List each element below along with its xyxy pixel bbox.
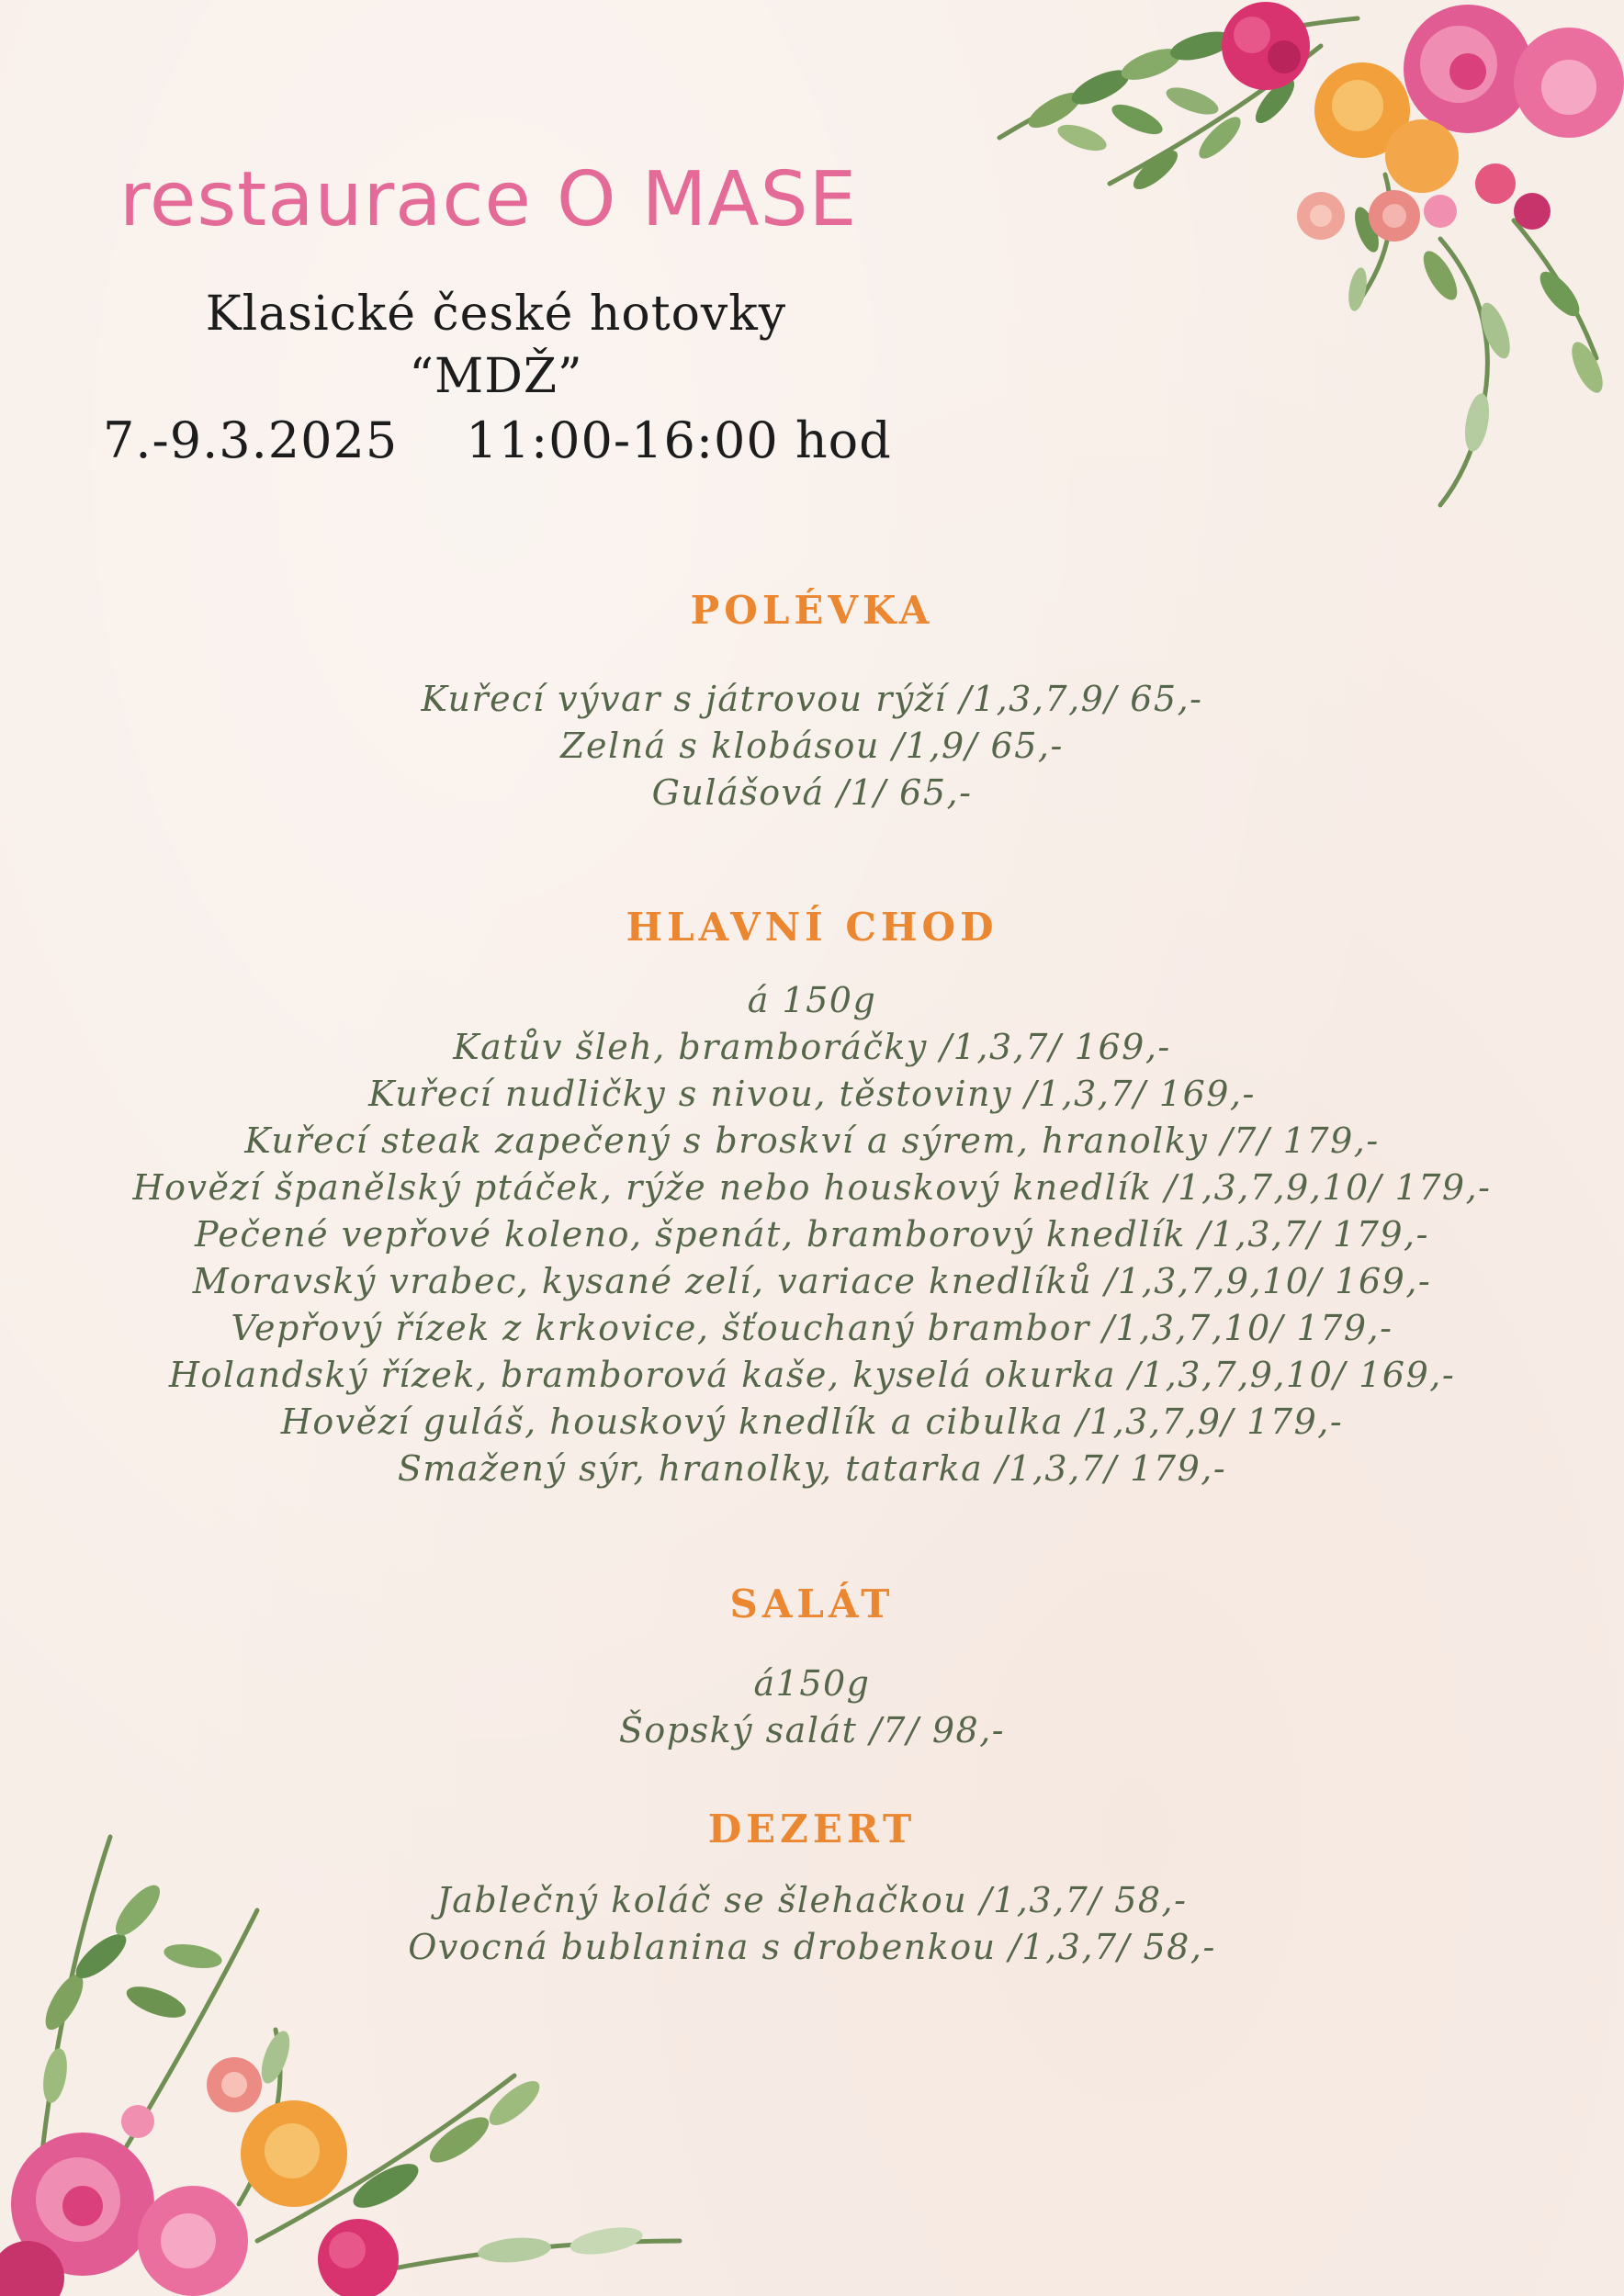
dessert-items [0, 1877, 1624, 1971]
menu-item: Gulášová /1/ 65,- [651, 772, 973, 813]
main-items [0, 977, 1624, 1492]
date-and-hours [103, 411, 892, 469]
restaurant-name: restaurace O MASE [119, 156, 858, 243]
menu-subtitle: Klasické české hotovky [205, 287, 787, 342]
soup-items [0, 676, 1624, 816]
menu-item: Katův šleh, bramboráčky /1,3,7/ 169,- [453, 1027, 1171, 1067]
menu-item: Kuřecí nudličky s nivou, těstoviny /1,3,7/ 169,- [368, 1074, 1256, 1114]
section-title-dessert: DEZERT [707, 1806, 917, 1851]
menu-item: Smažený sýr, hranolky, tatarka /1,3,7/ 179,- [397, 1448, 1227, 1489]
menu-item: Zelná s klobásou /1,9/ 65,- [560, 726, 1064, 766]
opening-hours: 11:00-16:00 hod [466, 411, 892, 469]
portion-size: á 150g [747, 980, 877, 1020]
salad-items [0, 1660, 1624, 1754]
floral-corner-top-right [926, 0, 1624, 523]
menu-item: Pečené vepřové koleno, špenát, bramborový knedlík /1,3,7/ 179,- [195, 1214, 1429, 1255]
portion-size: á150g [753, 1663, 871, 1704]
menu-occasion: “MDŽ” [409, 349, 583, 404]
flowers [1222, 2, 1624, 242]
menu-item: Hovězí guláš, houskový knedlík a cibulka /1,3,7,9/ 179,- [280, 1401, 1344, 1442]
menu-item: Kuřecí vývar s játrovou rýží /1,3,7,9/ 65,- [421, 679, 1203, 719]
menu-item: Jablečný koláč se šlehačkou /1,3,7/ 58,- [436, 1880, 1188, 1920]
menu-item: Vepřový řízek z krkovice, šťouchaný brambor /1,3,7,10/ 179,- [231, 1308, 1393, 1348]
menu-item: Ovocná bublanina s drobenkou /1,3,7/ 58,- [408, 1927, 1216, 1967]
menu-item: Kuřecí steak zapečený s broskví a sýrem, hranolky /7/ 179,- [244, 1120, 1380, 1161]
menu-item: Šopský salát /7/ 98,- [618, 1710, 1006, 1750]
menu-item: Moravský vrabec, kysané zelí, variace knedlíků /1,3,7,9,10/ 169,- [192, 1261, 1432, 1301]
date-range: 7.-9.3.2025 [103, 411, 399, 469]
section-title-main: HLAVNÍ CHOD [626, 905, 998, 950]
menu-item: Holandský řízek, bramborová kaše, kyselá okurka /1,3,7,9,10/ 169,- [168, 1355, 1456, 1395]
section-title-salad: SALÁT [729, 1581, 895, 1626]
menu-item: Hovězí španělský ptáček, rýže nebo houskový knedlík /1,3,7,9,10/ 179,- [132, 1167, 1492, 1208]
section-title-soup: POLÉVKA [690, 588, 934, 633]
